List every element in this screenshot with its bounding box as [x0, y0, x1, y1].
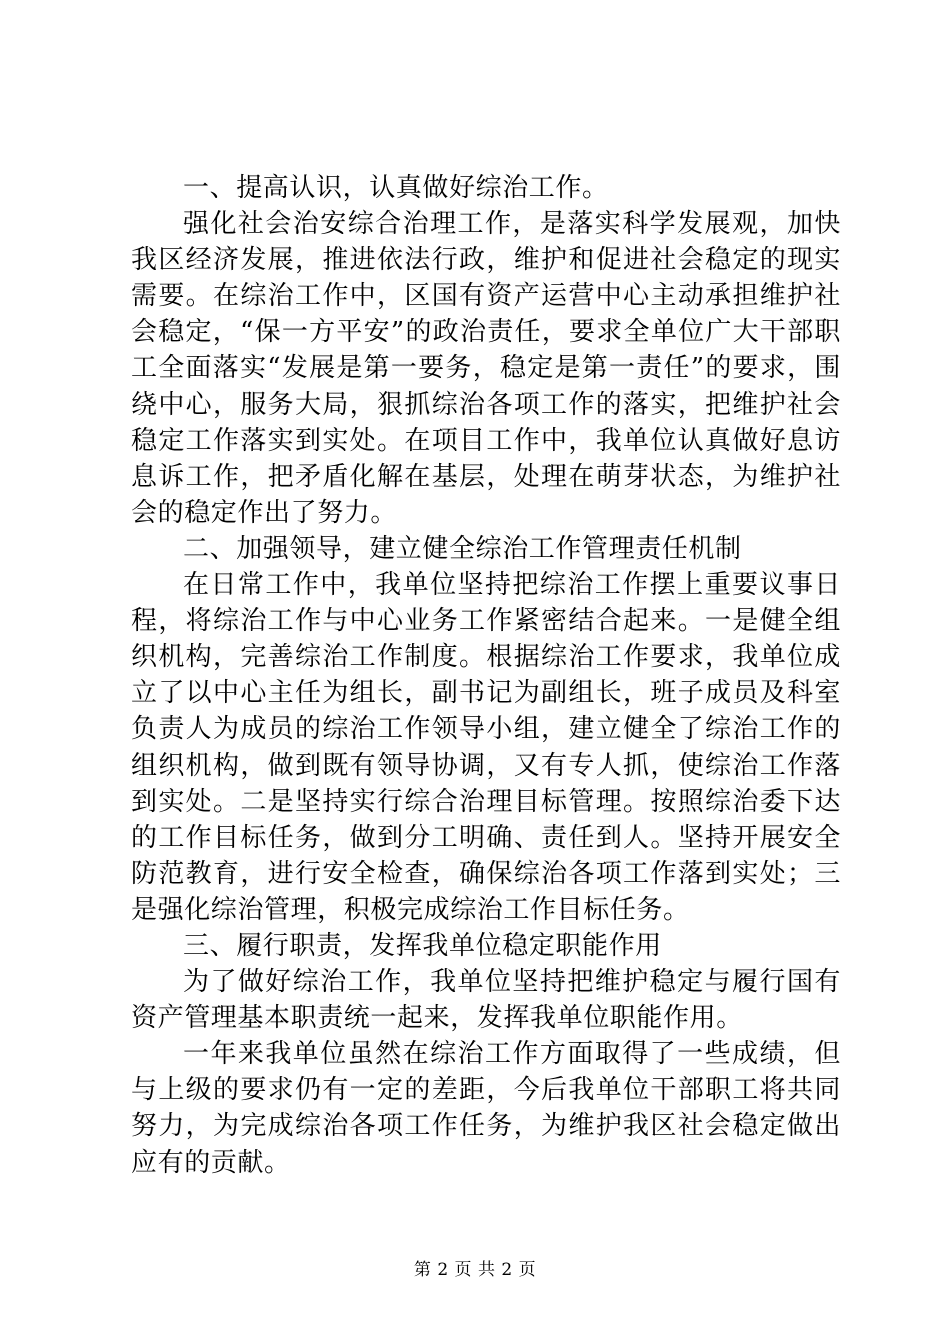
section-3-paragraph-2: 一年来我单位虽然在综治工作方面取得了一些成绩，但与上级的要求仍有一定的差距，今后我单位干部职工将共同努力，为完成综治各项工作任务，为维护我区社会稳定做出应有的贡献。 — [131, 1039, 841, 1178]
section-3-heading: 三、履行职责，发挥我单位稳定职能作用 — [183, 930, 662, 961]
page-number-footer: 第 2 页 共 2 页 — [413, 1260, 537, 1280]
document-body — [131, 170, 841, 1181]
section-2-paragraph-1: 在日常工作中，我单位坚持把综治工作摆上重要议事日程，将综治工作与中心业务工作紧密结合起来。一是健全组织机构，完善综治工作制度。根据综治工作要求，我单位成立了以中心主任为组长，副书记为副组长，班子成员及科室负责人为成员的综治工作领导小组，建立健全了综治工作的组织机构，做到既有领导协调，又有专人抓，使综治工作落到实处。二是坚持实行综合治理目标管理。按照综治委下达的工作目标任务，做到分工明确、责任到人。坚持开展安全防范教育，进行安全检查，确保综治各项工作落到实处；三是强化综治管理，积极完成综治工作目标任务。 — [131, 570, 841, 925]
section-1-heading: 一、提高认识，认真做好综治工作。 — [183, 173, 609, 203]
section-3-paragraph-1: 为了做好综治工作，我单位坚持把维护稳定与履行国有资产管理基本职责统一起来，发挥我单位职能作用。 — [131, 967, 841, 1034]
section-1-paragraph-1: 强化社会治安综合治理工作，是落实科学发展观，加快我区经济发展，推进依法行政，维护和促进社会稳定的现实需要。在综治工作中，区国有资产运营中心主动承担维护社会稳定，“保一方平安”的政治责任，要求全单位广大干部职工全面落实“发展是第一要务，稳定是第一责任”的要求，围绕中心，服务大局，狠抓综治各项工作的落实，把维护社会稳定工作落实到实处。在项目工作中，我单位认真做好息访息诉工作，把矛盾化解在基层，处理在萌芽状态，为维护社会的稳定作出了努力。 — [131, 209, 841, 528]
section-2-heading: 二、加强领导，建立健全综治工作管理责任机制 — [183, 533, 742, 564]
